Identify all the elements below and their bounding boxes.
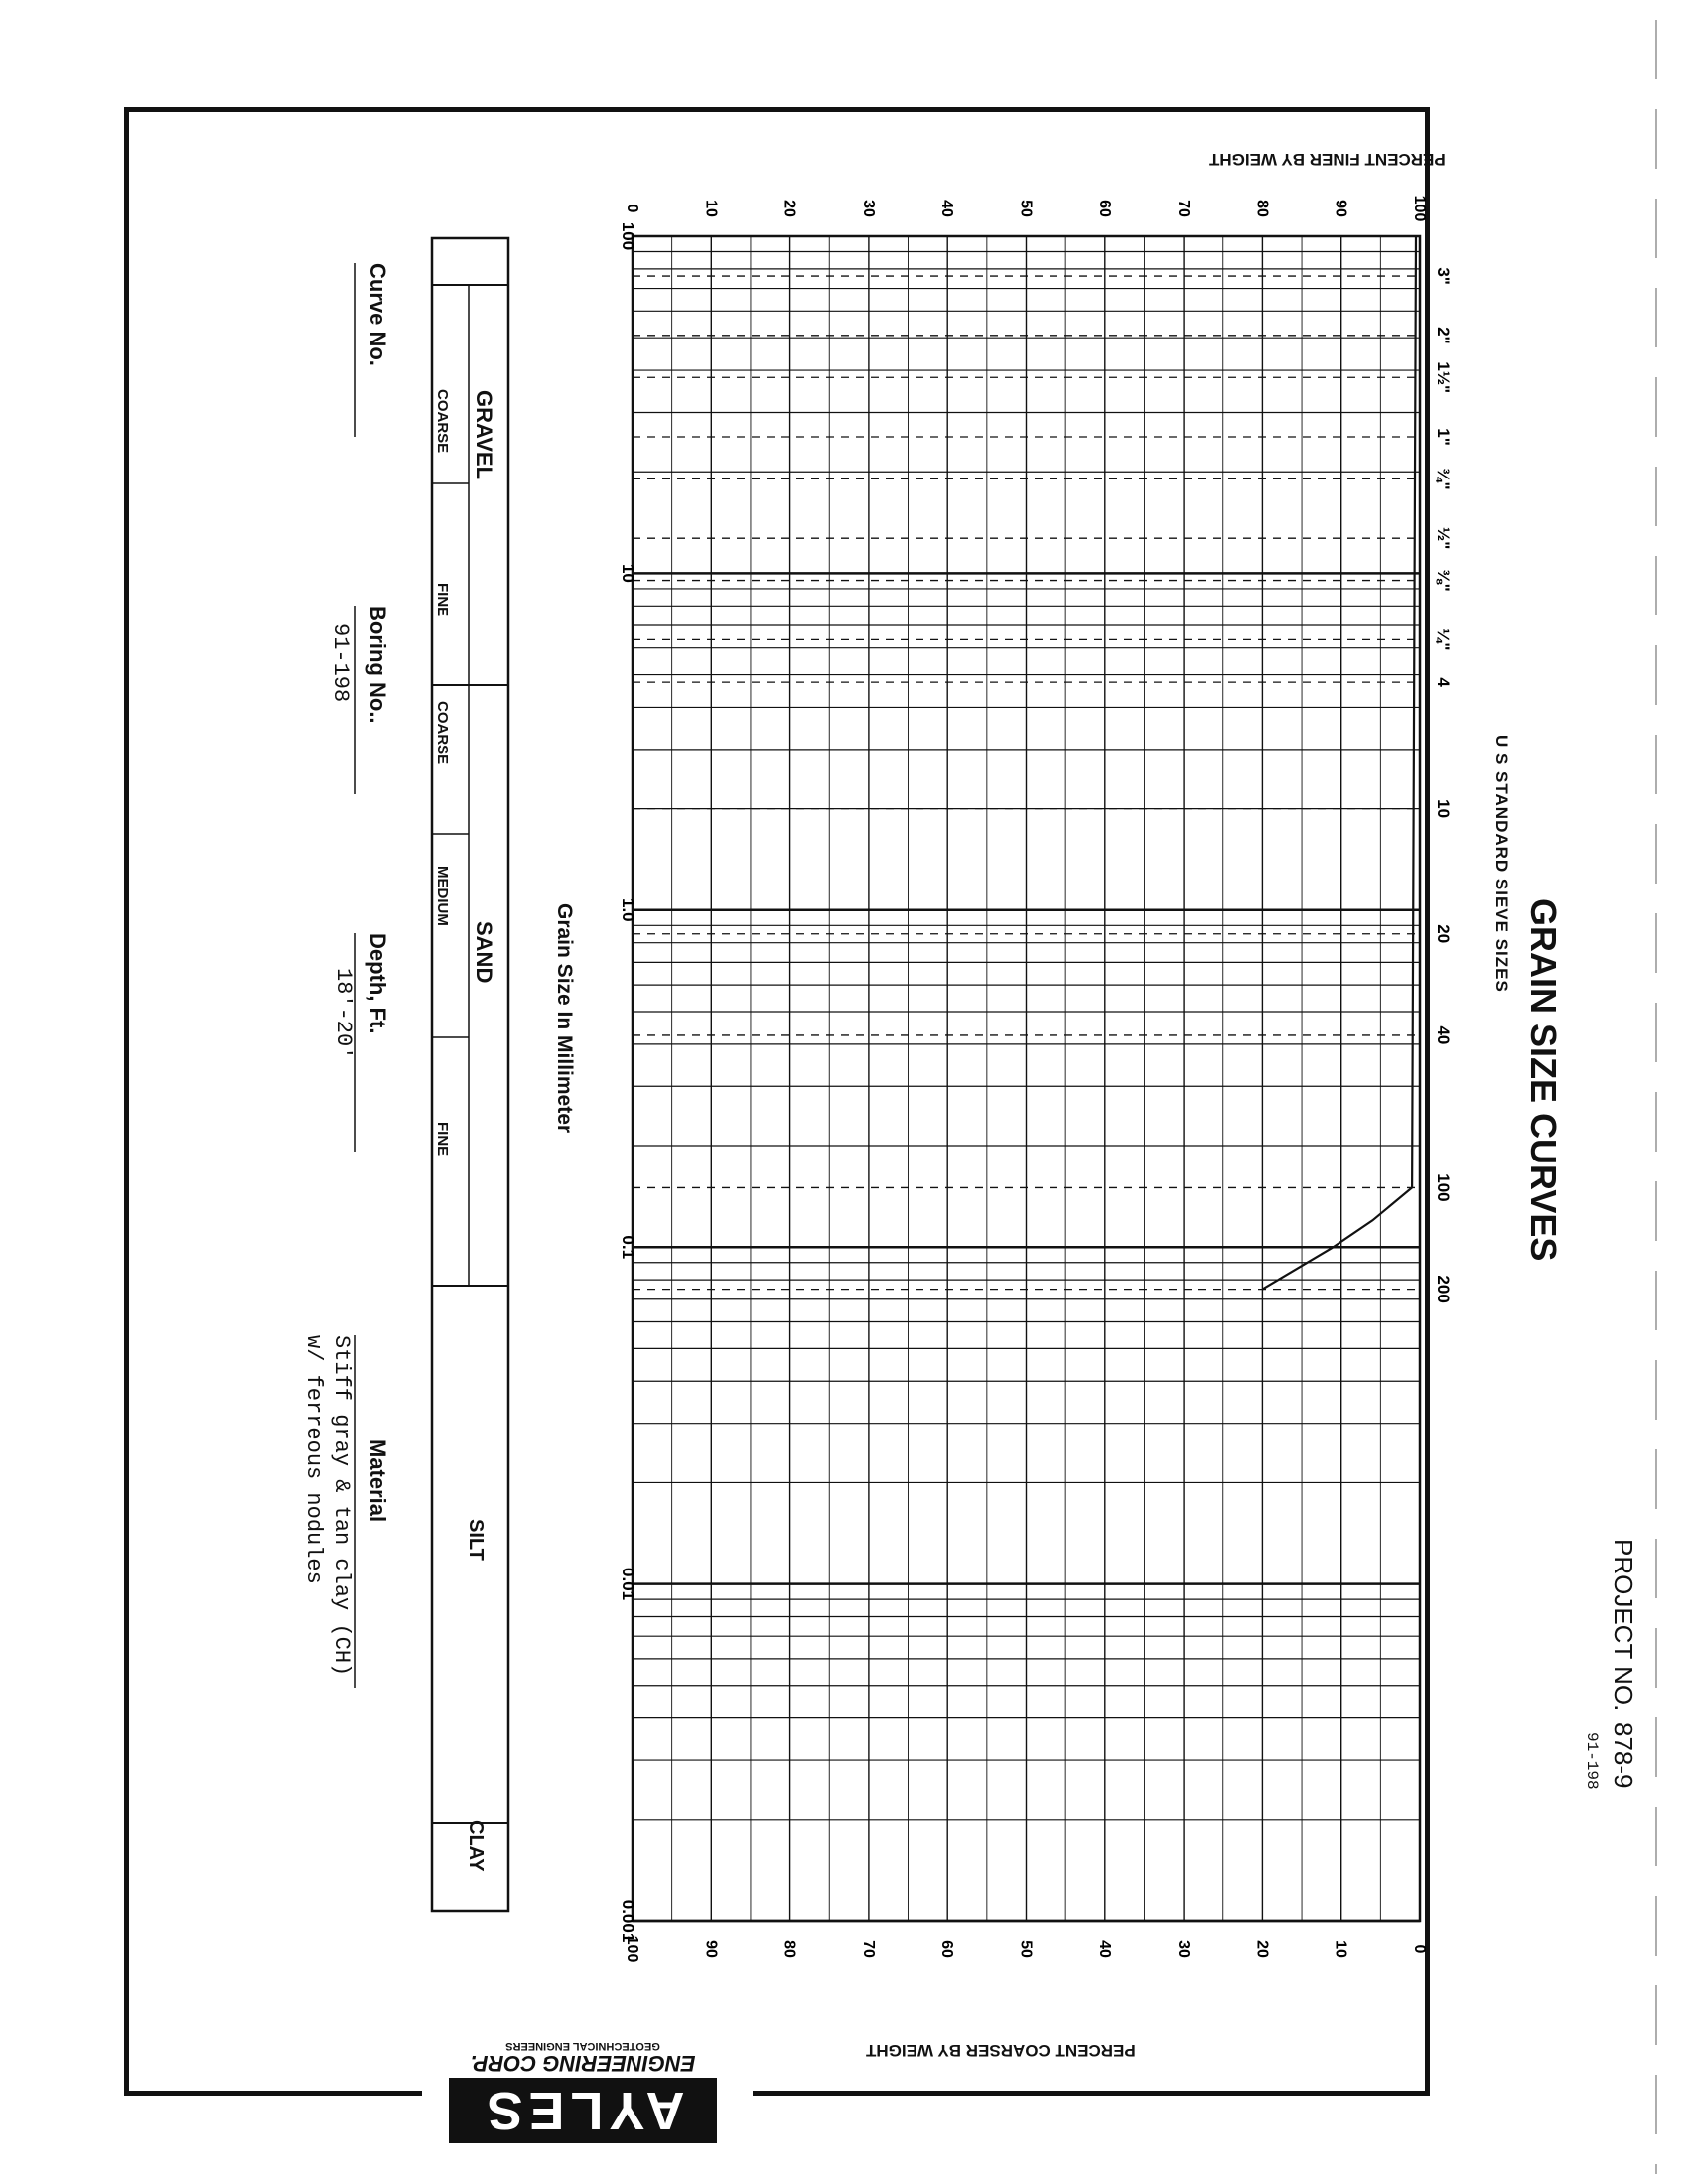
- sieve-label: 2": [1434, 327, 1453, 344]
- coarser-tick-label: 10: [1332, 1940, 1349, 1958]
- sieve-header: U S STANDARD SIEVE SIZES: [1492, 735, 1511, 993]
- material-line1: Stiff gray & tan clay (CH): [329, 1335, 353, 1677]
- x-tick-label: 10: [619, 563, 637, 583]
- coarser-tick-label: 80: [780, 1940, 798, 1958]
- material-line2: w/ ferreous nodules: [301, 1335, 326, 1584]
- curve-label: Curve No.: [365, 263, 390, 366]
- x-tick-label: 1.0: [619, 897, 637, 922]
- class-table-border: [432, 238, 508, 1911]
- class-gravel-coarse: COARSE: [434, 389, 451, 454]
- sieve-label: 10: [1434, 799, 1453, 819]
- finer-tick-label: 20: [780, 200, 798, 217]
- finer-tick-label: 50: [1017, 200, 1035, 217]
- finer-tick-label: 100: [1411, 195, 1428, 222]
- sieve-label: 20: [1434, 924, 1453, 944]
- finer-tick-label: 10: [702, 200, 720, 217]
- coarser-tick-label: 20: [1253, 1940, 1271, 1958]
- sieve-label: ½": [1434, 527, 1453, 550]
- sieve-label: ¾": [1434, 468, 1453, 490]
- coarser-tick-label: 40: [1095, 1940, 1113, 1958]
- sieve-label: 1": [1434, 428, 1453, 446]
- boring-label: Boring No..: [365, 606, 390, 724]
- boring-value: 91-198: [328, 623, 352, 703]
- finer-tick-label: 60: [1095, 200, 1113, 217]
- depth-label: Depth, Ft.: [365, 933, 390, 1034]
- class-sand-medium: MEDIUM: [434, 866, 451, 926]
- coarser-tick-label: 0: [1411, 1944, 1428, 1954]
- coarser-tick-label: 50: [1017, 1940, 1035, 1958]
- sieve-label: 200: [1434, 1275, 1453, 1303]
- sieve-label: 100: [1434, 1173, 1453, 1202]
- boring-ref-note: 91-198: [1583, 1732, 1601, 1790]
- x-tick-label: 100: [619, 221, 637, 251]
- project-no-label: PROJECT NO.: [1609, 1539, 1638, 1712]
- coarser-tick-label: 90: [702, 1940, 720, 1958]
- project-no-value: 878-9: [1609, 1722, 1638, 1789]
- sieve-label: 3": [1434, 267, 1453, 285]
- finer-tick-label: 80: [1253, 200, 1271, 217]
- sieve-label: 4: [1434, 677, 1453, 687]
- coarser-tick-label: 100: [624, 1935, 640, 1963]
- material-label: Material: [365, 1439, 390, 1523]
- finer-tick-label: 0: [624, 204, 640, 213]
- class-sand-coarse: COARSE: [434, 701, 451, 765]
- x-tick-label: 0.1: [619, 1235, 637, 1260]
- company-name: ENGINEERING CORP.: [470, 2051, 696, 2076]
- coarser-tick-label: 70: [859, 1940, 877, 1958]
- chart-title: GRAIN SIZE CURVES: [1523, 898, 1564, 1262]
- ylabel-finer: PERCENT FINER BY WEIGHT: [1209, 150, 1446, 169]
- class-gravel: GRAVEL: [472, 390, 496, 480]
- sieve-label: 40: [1434, 1025, 1453, 1045]
- finer-tick-label: 40: [938, 200, 956, 217]
- finer-tick-label: 90: [1332, 200, 1349, 217]
- grain-size-curve: [1262, 236, 1416, 1290]
- coarser-tick-label: 60: [938, 1940, 956, 1958]
- class-silt: SILT: [465, 1519, 487, 1561]
- depth-value: 18'-20': [331, 968, 355, 1060]
- finer-tick-label: 70: [1175, 200, 1193, 217]
- class-gravel-fine: FINE: [434, 583, 451, 617]
- class-clay: CLAY: [465, 1820, 487, 1872]
- xlabel: Grain Size In Millimeter: [553, 903, 576, 1134]
- class-sand-fine: FINE: [434, 1122, 451, 1157]
- class-sand: SAND: [472, 921, 496, 984]
- x-tick-label: 0.001: [619, 1899, 637, 1943]
- company-logo: [449, 2038, 717, 2147]
- x-tick-label: 0.01: [619, 1568, 637, 1601]
- sieve-label: ⅜": [1434, 569, 1453, 592]
- sieve-label: ¼": [1434, 628, 1453, 651]
- company-tagline: GEOTECHNICAL ENGINEERS: [505, 2040, 660, 2052]
- finer-tick-label: 30: [859, 200, 877, 217]
- logo-wordmark: AYLES: [449, 2078, 717, 2143]
- sieve-label: 1½": [1434, 361, 1453, 394]
- coarser-tick-label: 30: [1175, 1940, 1193, 1958]
- ylabel-coarser: PERCENT COARSER BY WEIGHT: [866, 2041, 1136, 2060]
